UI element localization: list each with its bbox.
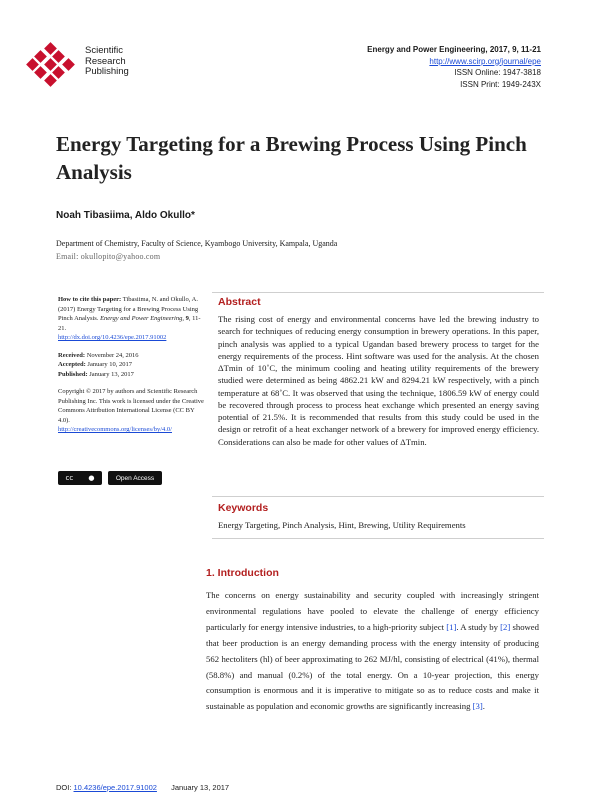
- intro-text-4: .: [482, 701, 485, 712]
- cite-volume: 9: [185, 315, 189, 322]
- issn-print: ISSN Print: 1949-243X: [460, 79, 541, 89]
- copyright-block: [58, 387, 206, 435]
- cc-by-badge[interactable]: [58, 471, 102, 485]
- cite-journal: Energy and Power Engineering,: [100, 315, 184, 322]
- publisher-line-3: Publishing: [85, 66, 129, 77]
- open-access-badge[interactable]: Open Access: [108, 471, 162, 485]
- abstract-divider: [212, 292, 544, 293]
- intro-text-1: The concerns on energy sustainability and security coupled with increasingly stringent environmental regulations have pooled to elevate the challenge of energy efficiency particularly for energy intensive industries, to a high-priority subject: [206, 590, 539, 632]
- cite-block: [58, 295, 206, 343]
- keywords-heading: Keywords: [218, 502, 269, 514]
- doi-link[interactable]: http://dx.doi.org/10.4236/epe.2017.91002: [58, 334, 167, 341]
- ref-link-2[interactable]: [2]: [500, 621, 511, 632]
- published-date: January 13, 2017: [89, 370, 134, 378]
- publisher-name: [85, 46, 129, 78]
- journal-citation: Energy and Power Engineering, 2017, 9, 11-21: [367, 45, 541, 54]
- cite-text: Tibasiima, N. and Okullo, A. (2017) Energy Targeting for a Brewing Process Using Pinch Analysis.: [58, 296, 199, 322]
- received-label: Received:: [58, 351, 86, 359]
- intro-paragraph: [206, 588, 539, 715]
- intro-text-2: . A study by: [456, 621, 501, 632]
- person-icon: ●: [88, 474, 95, 482]
- cc-icon: cc: [65, 474, 74, 482]
- published-label: Published:: [58, 370, 88, 378]
- author-email: Email: okullopito@yahoo.com: [56, 252, 161, 261]
- authors: Noah Tibasiima, Aldo Okullo*: [56, 210, 195, 221]
- page-footer: [56, 783, 229, 792]
- journal-info: [367, 44, 541, 90]
- ref-link-1[interactable]: [1]: [446, 621, 457, 632]
- license-badges: [58, 471, 162, 485]
- cite-pages: , 11-21.: [58, 315, 201, 332]
- abstract-heading: Abstract: [218, 296, 261, 308]
- license-link[interactable]: http://creativecommons.org/licenses/by/4.0/: [58, 426, 172, 433]
- received-date: November 24, 2016: [86, 351, 139, 359]
- keywords-text: Energy Targeting, Pinch Analysis, Hint, Brewing, Utility Requirements: [218, 520, 466, 530]
- keywords-divider: [212, 496, 544, 497]
- footer-doi-label: DOI:: [56, 783, 72, 792]
- intro-text-3: showed that beer production is an energy demanding process with the energy intensity of producing 562 hectoliters (hl) of beer approximating to 262 MJ/hl, consisting of electrical (41%), thermal (58.8%) and manual (0.2%) of the total energy. On a 10-year projection, this energy consumption is enormous and it is imperative to mitigate so as to reduce costs and make it sustainable as population and economic growths are significantly increasing: [206, 621, 540, 712]
- publisher-line-2: Research: [85, 55, 126, 67]
- cite-label: How to cite this paper:: [58, 296, 122, 303]
- scirp-logo-icon: [26, 42, 78, 88]
- accepted-date: January 10, 2017: [87, 361, 133, 368]
- abstract-text: The rising cost of energy and environmental concerns have led the brewing industry to search for techniques of reducing energy consumption in brewery operations. In this paper, pinch analysis was applied to a typical Ugandan based brewery process to target for the energy requirements of the process. Hint software was used for the analysis. At the chosen ΔTmin of 10˚C, the minimum cooling and heating utility requirements of the brewery studied were determined as being 4862.21 kW and 8294.21 kW respectively, with a pinch temperature at 68˚C. It was observed that using the technique, 1806.59 kW of energy could be recovered through process to process heat exchange which presented an energy saving potential of 21.5%. It is recommended that results from this study could be used in the design or retrofit of a heat exchanger network of a brewery for improved energy efficiency. Considerations can also be made for other values of ΔTmin.: [218, 314, 539, 447]
- sidebar: [58, 295, 206, 443]
- keywords-bottom-divider: [212, 538, 544, 539]
- publisher-line-1: Scientific: [85, 45, 124, 56]
- journal-url-link[interactable]: http://www.scirp.org/journal/epe: [429, 56, 541, 66]
- ref-link-3[interactable]: [3]: [472, 701, 483, 712]
- accepted-label: Accepted:: [58, 361, 86, 368]
- intro-heading: 1. Introduction: [206, 567, 279, 579]
- dates-block: [58, 351, 206, 380]
- footer-date: January 13, 2017: [171, 783, 230, 792]
- footer-doi-link[interactable]: 10.4236/epe.2017.91002: [73, 783, 157, 792]
- copyright-text: Copyright © 2017 by authors and Scientific Research Publishing Inc. This work is licensed under the Creative Commons Attribution International License (CC BY 4.0).: [58, 388, 204, 424]
- issn-online: ISSN Online: 1947-3818: [454, 68, 541, 77]
- paper-title: Energy Targeting for a Brewing Process Using Pinch Analysis: [56, 132, 527, 184]
- affiliation: Department of Chemistry, Faculty of Science, Kyambogo University, Kampala, Uganda: [56, 239, 338, 248]
